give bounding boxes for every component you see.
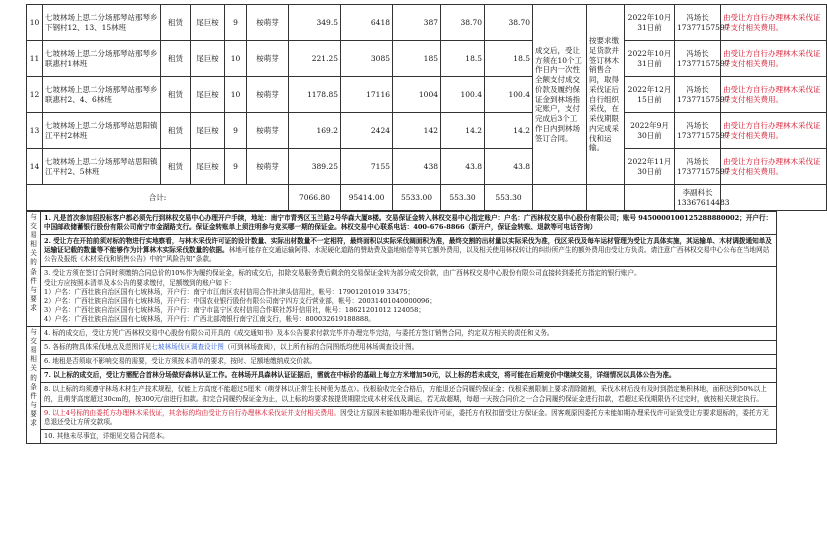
lot-species: 桉萌芽 bbox=[247, 41, 289, 77]
lot-location: 七坡林场上思二分场那琴站思阳镇江平村2林班 bbox=[43, 113, 161, 149]
lot-species: 桉萌芽 bbox=[247, 113, 289, 149]
lot-species: 桉萌芽 bbox=[247, 5, 289, 41]
lot-location: 七坡林场上思二分场那琴站那琴乡联惠村2、4、6林班 bbox=[43, 77, 161, 113]
lot-volume: 6418 bbox=[341, 5, 393, 41]
lot-tree: 尾巨桉 bbox=[191, 5, 225, 41]
lot-age: 9 bbox=[225, 5, 247, 41]
lot-date: 2022年10月31日前 bbox=[625, 5, 675, 41]
condition-1: 1. 凡是首次参加招投标客户都必须先行到林权交易中心办理开户手续，地址：南宁市青秀区玉兰路2号华森大厦8楼。交易保证金转入林权交易中心指定账户：户名：广西林权交易中心股份有限公司；账号 9450000100125288880002；开户行：中国邮政储蓄银行股份有限公司南宁市金湖路支行。保证金转账单上须注明参与竞买哪一期的保证金。林权交易中心联系电话：400-676-8866（新开户，保证金转账、退款等可电话咨询） bbox=[41, 212, 776, 235]
lot-number: 13 bbox=[27, 113, 43, 149]
lot-date: 2022年12月15日前 bbox=[625, 77, 675, 113]
lot-rate: 100.4 bbox=[441, 77, 485, 113]
lot-species: 桉萌芽 bbox=[247, 77, 289, 113]
table-row bbox=[27, 41, 827, 77]
lot-note: 由受让方自行办理林木采伐证并支付相关费用。 bbox=[721, 41, 827, 77]
total-label: 合计: bbox=[27, 185, 289, 211]
total-rate: 553.30 bbox=[441, 185, 485, 211]
lot-deposit: 38.70 bbox=[485, 5, 533, 41]
lot-date: 2022年10月31日前 bbox=[625, 41, 675, 77]
condition-6: 6. 地租是否须取不影响交易的需要，受让方须按本清单的要求，按时、足额地缴纳成交价款。 bbox=[41, 355, 776, 369]
lot-age: 9 bbox=[225, 113, 247, 149]
condition-4: 4. 标的成交后，受让方凭广西林权交易中心股份有限公司开具的《成交通知书》及本公告要求付款完毕并办理完毕完结，与委托方签订销售合同，约定双方相关的责任和义务。 bbox=[41, 327, 776, 341]
lot-contact: 冯场长17377157597 bbox=[675, 5, 721, 41]
lot-date: 2022年11月30日前 bbox=[625, 149, 675, 185]
lot-mode: 租赁 bbox=[161, 149, 191, 185]
side-label-2: 与交易相关的条件与要求 bbox=[27, 327, 41, 444]
lot-area: 221.25 bbox=[289, 41, 341, 77]
condition-2: 2. 受让方在开拍前须对标的物进行实地察看，与林木采伐许可证的设计数量、实际出材数量不一定相符，最终面积以实际采伐阔面积为准，最终交割的出材量以实际采伐为准，伐区采伐及每车运材管理为受让方具体实施，其运输单、木材调拨通知单及运输证记载的数量等不能够作为计算林木实际采伐数量的依据。林地可能存在交通运输阿得、水泥硬化道路的赞助费及盗地赔偿等其它额外费用，以及相关使用林权转让的纠纷所产生的额外费用由受让方负责。请注意广西林权交易中心公布在当地网站公告及报纸《木材采伐和销售公告》中的“风险告知”条款。 bbox=[41, 235, 776, 267]
conditions-block-2 bbox=[41, 327, 777, 444]
lot-number: 10 bbox=[27, 5, 43, 41]
lot-area: 389.25 bbox=[289, 149, 341, 185]
table-row bbox=[27, 77, 827, 113]
lot-tree: 尾巨桉 bbox=[191, 113, 225, 149]
lot-contact: 冯场长17377157597 bbox=[675, 41, 721, 77]
lot-number: 12 bbox=[27, 77, 43, 113]
lot-volume: 2424 bbox=[341, 113, 393, 149]
lot-tree: 尾巨桉 bbox=[191, 149, 225, 185]
condition-10: 10. 其他未尽事宜，详细见交易合同范本。 bbox=[44, 431, 169, 440]
lot-price: 387 bbox=[393, 5, 441, 41]
lot-note: 由受让方自行办理林木采伐证并支付相关费用。 bbox=[721, 5, 827, 41]
lot-area: 1178.85 bbox=[289, 77, 341, 113]
table-row bbox=[27, 113, 827, 149]
condition-9: 9. 以上4号标的由委托方办理林木采伐证，其余标的均由受让方自行办理林木采伐证并支付相关费用。因受让方原因未能如期办理采伐许可证，委托方有权扣留受让方保证金。因客观原因委托方未能如期办理采伐许可证致受让方要求退标的，委托方无息退还受让方所交款项。 bbox=[41, 407, 776, 430]
lot-species: 桉萌芽 bbox=[247, 149, 289, 185]
lot-volume: 7155 bbox=[341, 149, 393, 185]
lot-mode: 租赁 bbox=[161, 77, 191, 113]
lot-volume: 3085 bbox=[341, 41, 393, 77]
lot-volume: 17116 bbox=[341, 77, 393, 113]
table-row bbox=[27, 5, 827, 41]
lot-mode: 租赁 bbox=[161, 113, 191, 149]
lot-location: 七坡林场上思二分场那琴站那琴乡下钢村12、13、15林班 bbox=[43, 5, 161, 41]
lot-location: 七坡林场上思二分场那琴站那琴乡联惠村1林班 bbox=[43, 41, 161, 77]
table-row bbox=[27, 149, 827, 185]
lot-area: 349.5 bbox=[289, 5, 341, 41]
lot-note: 由受让方自行办理林木采伐证并支付相关费用。 bbox=[721, 149, 827, 185]
total-deposit: 553.30 bbox=[485, 185, 533, 211]
lot-number: 11 bbox=[27, 41, 43, 77]
lot-contact: 冯场长17377157597 bbox=[675, 149, 721, 185]
total-area: 7066.80 bbox=[289, 185, 341, 211]
lot-price: 142 bbox=[393, 113, 441, 149]
design-map-link[interactable]: 七坡林场伐区调查设计图 bbox=[151, 343, 224, 352]
lot-contact: 冯场长17377157597 bbox=[675, 77, 721, 113]
total-row bbox=[27, 185, 827, 211]
lot-tree: 尾巨桉 bbox=[191, 77, 225, 113]
lot-deposit: 43.8 bbox=[485, 149, 533, 185]
lot-deposit: 18.5 bbox=[485, 41, 533, 77]
lot-date: 2022年9月30日前 bbox=[625, 113, 675, 149]
lot-price: 185 bbox=[393, 41, 441, 77]
lot-rate: 18.5 bbox=[441, 41, 485, 77]
total-volume: 95414.00 bbox=[341, 185, 393, 211]
condition-3: 3. 受让方须在签订合同时须缴纳合同总价的10%作为履约保证金，标的成交后，扣除交易服务费后剩余的交易保证金转为部分成交价款，由广西林权交易中心股份有限公司直接转到委托方指定的银行账户。 受让方应按照本清单及本公告的要求缴付，足额缴到的账户如下： 1）户名：广西壮族自治区国有七坡林场，开户行：南宁市江南区农村信用合作社津头信用社，帐号：17901201019 33475； 2）户名：广西壮族自治区国有七坡林场，开户行：中国农业银行股份有限公司南宁四方支行营业部，帐号：20031401040000096； 3）户名：广西壮族自治区国有七坡林场，开户行：南宁市邕宁区农村信用合作联社苏圩信用社，帐号：18621201012 124058； 4）户名：广西壮族自治区国有七坡林场，开户行：广西北部湾银行南宁江南支行，帐号：800032619188888。 bbox=[44, 269, 641, 323]
lot-area: 169.2 bbox=[289, 113, 341, 149]
lot-location: 七坡林场上思二分场那琴站思阳镇江平村2、5林班 bbox=[43, 149, 161, 185]
lot-mode: 租赁 bbox=[161, 5, 191, 41]
lot-tree: 尾巨桉 bbox=[191, 41, 225, 77]
lot-mode: 租赁 bbox=[161, 41, 191, 77]
lot-age: 9 bbox=[225, 149, 247, 185]
conditions-table bbox=[26, 211, 777, 444]
lot-number: 14 bbox=[27, 149, 43, 185]
side-label-1: 与交易相关的条件与要求 bbox=[27, 212, 41, 327]
lot-note: 由受让方自行办理林木采伐证并支付相关费用。 bbox=[721, 77, 827, 113]
contract-terms: 按要求缴足货款并签订林木销售合同，取得采伐证后自行组织采伐，在采伐期限内完成采伐和运输。 bbox=[587, 5, 625, 185]
lot-rate: 43.8 bbox=[441, 149, 485, 185]
total-contact: 李副科长13367614483 bbox=[675, 185, 721, 211]
condition-5: 5. 各标的物具体采伐地点及范围详见七坡林场伐区调查设计图（可到林场查阅），以上所有标的合同图纸均使用林场调查设计图。 bbox=[41, 341, 776, 355]
lot-rate: 14.2 bbox=[441, 113, 485, 149]
lot-contact: 冯场长17377157597 bbox=[675, 113, 721, 149]
lot-deposit: 14.2 bbox=[485, 113, 533, 149]
conditions-block-1 bbox=[41, 212, 777, 327]
lot-age: 10 bbox=[225, 77, 247, 113]
lot-price: 1004 bbox=[393, 77, 441, 113]
lot-table bbox=[26, 4, 827, 211]
lot-rate: 38.70 bbox=[441, 5, 485, 41]
lot-note: 由受让方自行办理林木采伐证并支付相关费用。 bbox=[721, 113, 827, 149]
condition-7: 7. 以上标的成交后，受让方需配合首林分场做好森林认证工作。在林场开具森林认证证据后，需就在中标价的基础上每立方米增加50元，以上标的若未成交，将可能在后期竞价中继续交易，详细情况以具体公告为准。 bbox=[41, 369, 776, 383]
lot-deposit: 100.4 bbox=[485, 77, 533, 113]
condition-8: 8. 以上标的均须遵守林场木材生产技术规程，仅能上方高度不能超过5厘米（萌芽林以正常生长树蔸为基点）。伐根验收完全合格后，方能退还合同履约保证金；伐根采割限制上要求清除随割，采伐木材后没有及时到指定集积林地，面积达到50%以上的，且萌芽高度超过30cm的，按300元/亩进行扣款。扣完合同履约保证金为止，以上标的均要求按提货期限完成木材采伐及调运，若无故超期，每超一天按合同价之一合合同履约保证金进行扣款，若超过采伐期限仍不过完时，就按相关规定执行。 bbox=[41, 383, 776, 406]
payment-terms: 成交后，受让方须在10个工作日内一次性全额支付成交价款及履约保证金到林场指定账户，支付完成后3个工作日内到林场签订合同。 bbox=[533, 5, 587, 185]
auction-document bbox=[26, 4, 821, 444]
lot-age: 10 bbox=[225, 41, 247, 77]
total-price: 5533.00 bbox=[393, 185, 441, 211]
lot-price: 438 bbox=[393, 149, 441, 185]
